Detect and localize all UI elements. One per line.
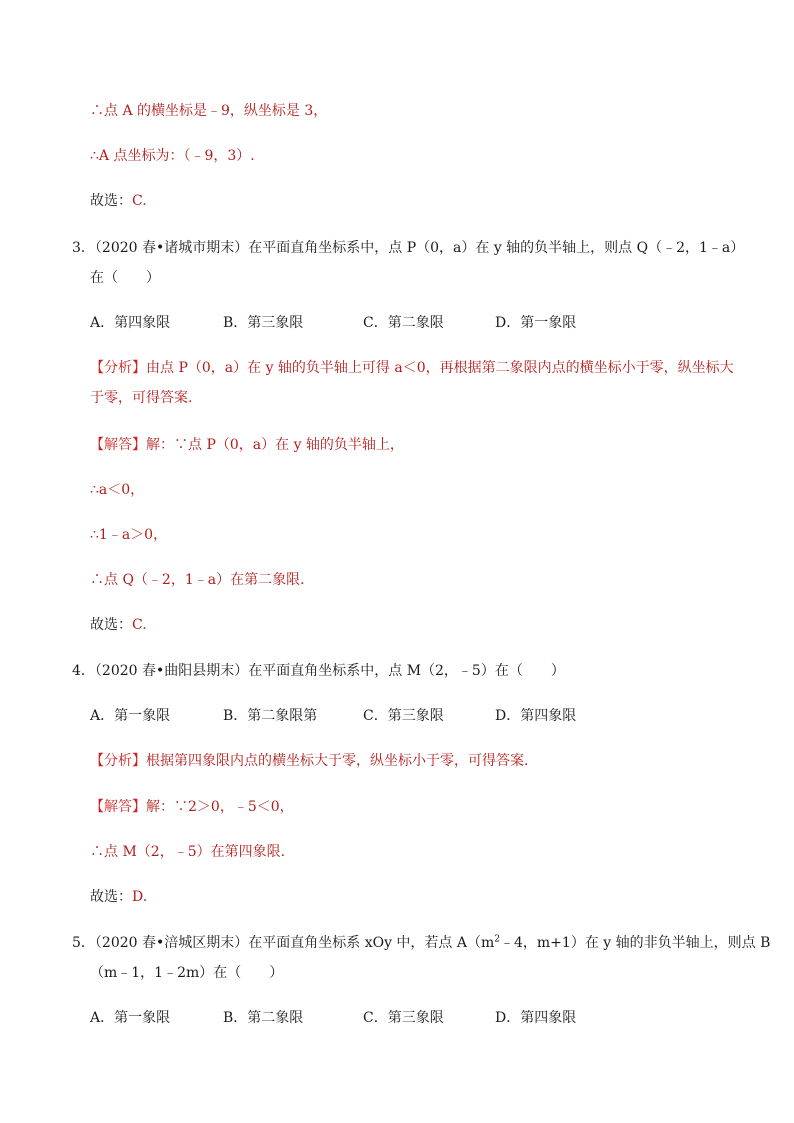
option-a: A．第一象限 (90, 708, 171, 724)
solution-line: ∴A 点坐标为：（﹣9，3）. (90, 148, 255, 164)
answer-tag: 【解答】 (90, 799, 146, 815)
choice-label: 故选： (90, 193, 132, 209)
solution-line: ∴a＜0， (90, 482, 145, 498)
option-a: A．第一象限 (90, 1010, 171, 1026)
answer-text: ∵点 P（0，a）在 y 轴的负半轴上， (174, 437, 404, 453)
option-d: D．第四象限 (495, 708, 577, 724)
analysis-text: 根据第四象限内点的横坐标大于零，纵坐标小于零，可得答案. (146, 753, 529, 769)
answer-text: ∵2＞0，﹣5＜0， (174, 799, 294, 815)
choice-line (90, 615, 147, 635)
option-d: D．第一象限 (495, 315, 577, 331)
analysis-line (90, 358, 734, 378)
option-a: A．第四象限 (90, 315, 171, 331)
question-3-stem-cont: 在（ ） (90, 270, 160, 286)
choice-value: C. (132, 193, 147, 209)
option-c: C．第三象限 (363, 1010, 444, 1026)
question-5-stem-part: ﹣4，m+1）在 y 轴的非负半轴上，则点 B (500, 935, 771, 951)
option-d: D．第四象限 (495, 1010, 577, 1026)
question-3-options (90, 313, 650, 333)
question-4-stem: 4．（2020 春•曲阳县期末）在平面直角坐标系中，点 M（2，﹣5）在（ ） (72, 663, 565, 679)
question-5-stem (72, 933, 770, 953)
answer-lead: 解： (146, 799, 174, 815)
answer-line (90, 435, 404, 455)
choice-value: D. (132, 889, 148, 905)
question-5-stem-cont: （m﹣1，1﹣2m）在（ ） (90, 965, 284, 981)
question-4-options (90, 706, 650, 726)
option-c: C．第三象限 (363, 708, 444, 724)
question-5-stem-part: 5．（2020 春•涪城区期末）在平面直角坐标系 xOy 中，若点 A（m (72, 935, 495, 951)
question-3-stem: 3．（2020 春•诸城市期末）在平面直角坐标系中，点 P（0，a）在 y 轴的负半轴上，则点 Q（﹣2，1﹣a） (72, 240, 745, 256)
option-b: B．第二象限 (223, 1010, 304, 1026)
choice-value: C. (132, 617, 147, 633)
answer-tag: 【解答】 (90, 437, 146, 453)
solution-line: ∴点 Q（﹣2，1﹣a）在第二象限. (90, 572, 305, 588)
superscript: 2 (494, 934, 500, 945)
analysis-line (90, 751, 528, 771)
analysis-tag: 【分析】 (90, 360, 146, 376)
solution-line: ∴1﹣a＞0， (90, 527, 168, 543)
choice-line (90, 887, 147, 907)
analysis-text: 由点 P（0，a）在 y 轴的负半轴上可得 a＜0，再根据第二象限内点的横坐标小于零，纵坐标大 (146, 360, 734, 376)
analysis-line-cont: 于零，可得答案. (90, 390, 193, 406)
analysis-tag: 【分析】 (90, 753, 146, 769)
choice-label: 故选： (90, 889, 132, 905)
solution-line: ∴点 A 的横坐标是﹣9，纵坐标是 3， (90, 103, 328, 119)
question-5-options (90, 1008, 650, 1028)
solution-line: ∴点 M（2，﹣5）在第四象限. (90, 844, 286, 860)
option-b: B．第二象限第 (223, 708, 318, 724)
choice-line (90, 191, 147, 211)
answer-lead: 解： (146, 437, 174, 453)
option-b: B．第三象限 (223, 315, 304, 331)
option-c: C．第二象限 (363, 315, 444, 331)
answer-line (90, 797, 294, 817)
choice-label: 故选： (90, 617, 132, 633)
